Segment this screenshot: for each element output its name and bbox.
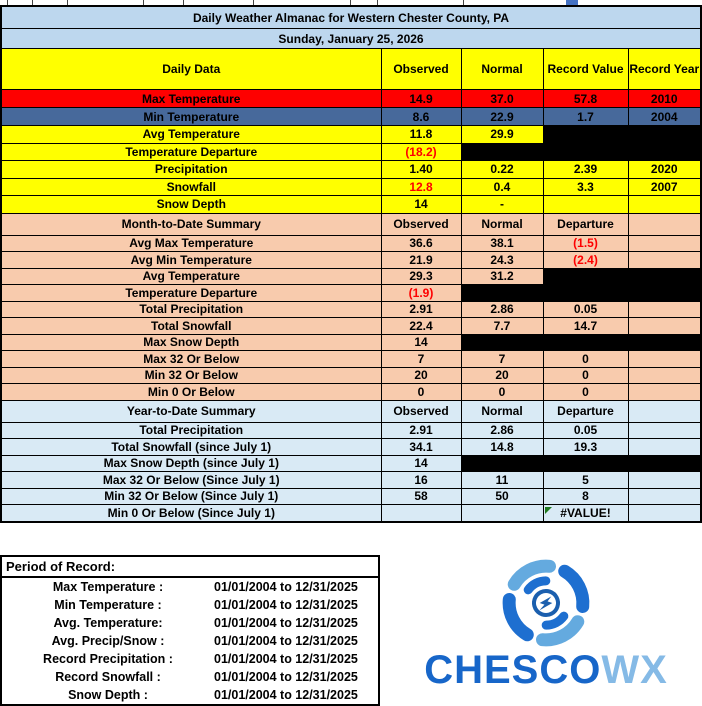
value-cell: 14.9 bbox=[381, 90, 461, 108]
value-cell: (1.5) bbox=[543, 235, 628, 252]
period-row bbox=[2, 578, 378, 596]
value-cell bbox=[628, 505, 701, 522]
table-row bbox=[1, 334, 701, 351]
value-cell: 31.2 bbox=[461, 268, 543, 285]
value-cell: 0.05 bbox=[543, 301, 628, 318]
value-cell bbox=[628, 268, 701, 285]
table-row bbox=[1, 488, 701, 505]
value-cell: 14.7 bbox=[543, 318, 628, 335]
row-label: Min 32 Or Below (Since July 1) bbox=[1, 488, 381, 505]
column-header: Normal bbox=[461, 400, 543, 422]
column-header bbox=[628, 213, 701, 235]
value-cell: 0 bbox=[461, 384, 543, 401]
table-row bbox=[1, 351, 701, 368]
table-row bbox=[1, 178, 701, 196]
value-cell: #VALUE! bbox=[543, 505, 628, 522]
value-cell: 0.4 bbox=[461, 178, 543, 196]
value-cell: 0 bbox=[543, 367, 628, 384]
value-cell: 37.0 bbox=[461, 90, 543, 108]
value-cell bbox=[628, 285, 701, 302]
value-cell bbox=[628, 126, 701, 144]
column-header: Observed bbox=[381, 213, 461, 235]
row-label: Snowfall bbox=[1, 178, 381, 196]
column-border-tick bbox=[183, 0, 184, 5]
table-row bbox=[1, 90, 701, 108]
error-flag-icon bbox=[545, 507, 552, 514]
value-cell: 2.91 bbox=[381, 301, 461, 318]
value-cell bbox=[628, 196, 701, 214]
value-cell: 7 bbox=[381, 351, 461, 368]
column-header: Year-to-Date Summary bbox=[1, 400, 381, 422]
column-border-tick bbox=[32, 0, 33, 5]
table-row bbox=[1, 49, 701, 90]
row-label: Total Snowfall bbox=[1, 318, 381, 335]
period-row-dates: 01/01/2004 to 12/31/2025 bbox=[214, 598, 358, 612]
value-cell: 2020 bbox=[628, 161, 701, 179]
row-label: Total Precipitation bbox=[1, 301, 381, 318]
value-cell: 0.22 bbox=[461, 161, 543, 179]
value-cell: 16 bbox=[381, 472, 461, 489]
column-header: Observed bbox=[381, 49, 461, 90]
value-cell: 22.4 bbox=[381, 318, 461, 335]
table-row bbox=[1, 6, 701, 29]
page-title: Daily Weather Almanac for Western Chester County, PA bbox=[1, 6, 701, 29]
period-of-record-box bbox=[0, 555, 380, 706]
row-label: Max Snow Depth (since July 1) bbox=[1, 455, 381, 472]
cutoff-spreadsheet-row bbox=[0, 0, 702, 5]
period-row bbox=[2, 614, 378, 632]
value-cell: 7 bbox=[461, 351, 543, 368]
column-border-tick bbox=[350, 0, 351, 5]
table-row bbox=[1, 285, 701, 302]
value-cell bbox=[628, 235, 701, 252]
table-row bbox=[1, 400, 701, 422]
table-row bbox=[1, 367, 701, 384]
value-cell: 3.3 bbox=[543, 178, 628, 196]
value-cell: 21.9 bbox=[381, 252, 461, 269]
value-cell bbox=[628, 439, 701, 456]
value-cell: 24.3 bbox=[461, 252, 543, 269]
table-row bbox=[1, 384, 701, 401]
period-of-record-title: Period of Record: bbox=[2, 557, 378, 578]
logo-text-secondary: WX bbox=[601, 648, 668, 692]
value-cell bbox=[628, 472, 701, 489]
table-row bbox=[1, 505, 701, 522]
value-cell: 1.40 bbox=[381, 161, 461, 179]
column-header: Departure bbox=[543, 213, 628, 235]
column-header: Record Year bbox=[628, 49, 701, 90]
value-cell bbox=[628, 488, 701, 505]
table-row bbox=[1, 268, 701, 285]
value-cell: 22.9 bbox=[461, 108, 543, 126]
period-row-dates: 01/01/2004 to 12/31/2025 bbox=[214, 688, 358, 702]
column-header: Record Value bbox=[543, 49, 628, 90]
value-cell: 5 bbox=[543, 472, 628, 489]
value-cell bbox=[628, 143, 701, 161]
table-row bbox=[1, 472, 701, 489]
value-cell: 36.6 bbox=[381, 235, 461, 252]
storm-swirl-icon bbox=[471, 556, 621, 652]
value-cell: 2010 bbox=[628, 90, 701, 108]
row-label: Avg Temperature bbox=[1, 126, 381, 144]
value-cell: 2.86 bbox=[461, 301, 543, 318]
table-row bbox=[1, 143, 701, 161]
value-cell: (2.4) bbox=[543, 252, 628, 269]
table-row bbox=[1, 213, 701, 235]
row-label: Max Snow Depth bbox=[1, 334, 381, 351]
row-label: Snow Depth bbox=[1, 196, 381, 214]
value-cell bbox=[543, 285, 628, 302]
period-row-label: Avg. Precip/Snow : bbox=[51, 634, 165, 648]
column-header: Normal bbox=[461, 213, 543, 235]
column-border-tick bbox=[7, 0, 8, 5]
period-row-label: Record Snowfall : bbox=[55, 670, 161, 684]
weather-almanac-table bbox=[0, 5, 702, 523]
period-row-dates: 01/01/2004 to 12/31/2025 bbox=[214, 616, 358, 630]
row-label: Total Snowfall (since July 1) bbox=[1, 439, 381, 456]
value-cell: 0 bbox=[543, 351, 628, 368]
value-cell bbox=[628, 334, 701, 351]
value-cell bbox=[628, 301, 701, 318]
value-cell: - bbox=[461, 196, 543, 214]
row-label: Temperature Departure bbox=[1, 285, 381, 302]
row-label: Min 0 Or Below bbox=[1, 384, 381, 401]
value-cell bbox=[628, 384, 701, 401]
value-cell: (1.9) bbox=[381, 285, 461, 302]
value-cell: 58 bbox=[381, 488, 461, 505]
table-row bbox=[1, 252, 701, 269]
column-header: Daily Data bbox=[1, 49, 381, 90]
value-cell: 2007 bbox=[628, 178, 701, 196]
period-row-label: Max Temperature : bbox=[52, 580, 164, 594]
row-label: Max 32 Or Below (Since July 1) bbox=[1, 472, 381, 489]
value-cell: 7.7 bbox=[461, 318, 543, 335]
cutoff-cell-fragment bbox=[566, 0, 578, 5]
table-row bbox=[1, 318, 701, 335]
period-row-dates: 01/01/2004 to 12/31/2025 bbox=[214, 670, 358, 684]
period-row-label: Snow Depth : bbox=[68, 688, 148, 702]
value-cell: 14 bbox=[381, 196, 461, 214]
period-row bbox=[2, 632, 378, 650]
period-row bbox=[2, 596, 378, 614]
value-cell bbox=[628, 318, 701, 335]
row-label: Min Temperature bbox=[1, 108, 381, 126]
row-label: Avg Min Temperature bbox=[1, 252, 381, 269]
value-cell: 14 bbox=[381, 334, 461, 351]
table-row bbox=[1, 455, 701, 472]
table-row bbox=[1, 235, 701, 252]
row-label: Precipitation bbox=[1, 161, 381, 179]
value-cell: 2.91 bbox=[381, 422, 461, 439]
column-header: Departure bbox=[543, 400, 628, 422]
column-header bbox=[628, 400, 701, 422]
value-cell bbox=[543, 455, 628, 472]
value-cell: 14.8 bbox=[461, 439, 543, 456]
row-label: Min 32 Or Below bbox=[1, 367, 381, 384]
value-cell: 20 bbox=[381, 367, 461, 384]
period-row bbox=[2, 686, 378, 704]
value-cell: 8.6 bbox=[381, 108, 461, 126]
value-cell bbox=[628, 422, 701, 439]
table-row bbox=[1, 422, 701, 439]
value-cell: 1.7 bbox=[543, 108, 628, 126]
value-cell: 29.9 bbox=[461, 126, 543, 144]
column-header: Month-to-Date Summary bbox=[1, 213, 381, 235]
value-cell: 38.1 bbox=[461, 235, 543, 252]
date-header: Sunday, January 25, 2026 bbox=[1, 29, 701, 49]
period-row-label: Avg. Temperature: bbox=[53, 616, 163, 630]
row-label: Total Precipitation bbox=[1, 422, 381, 439]
column-border-tick bbox=[143, 0, 144, 5]
value-cell: (18.2) bbox=[381, 143, 461, 161]
value-cell: 14 bbox=[381, 455, 461, 472]
table-row bbox=[1, 29, 701, 49]
logo-text-primary: CHESCO bbox=[424, 648, 602, 692]
value-cell bbox=[543, 126, 628, 144]
value-cell bbox=[543, 196, 628, 214]
period-row-dates: 01/01/2004 to 12/31/2025 bbox=[214, 580, 358, 594]
value-cell: 0.05 bbox=[543, 422, 628, 439]
row-label: Temperature Departure bbox=[1, 143, 381, 161]
value-cell: 34.1 bbox=[381, 439, 461, 456]
value-cell bbox=[628, 351, 701, 368]
chescowx-logo bbox=[392, 552, 700, 700]
value-cell bbox=[628, 455, 701, 472]
row-label: Avg Temperature bbox=[1, 268, 381, 285]
value-cell: 0 bbox=[381, 384, 461, 401]
row-label: Max 32 Or Below bbox=[1, 351, 381, 368]
value-cell: 12.8 bbox=[381, 178, 461, 196]
value-cell: 0 bbox=[543, 384, 628, 401]
column-header: Normal bbox=[461, 49, 543, 90]
value-cell: 29.3 bbox=[381, 268, 461, 285]
value-cell: 57.8 bbox=[543, 90, 628, 108]
table-row bbox=[1, 439, 701, 456]
value-cell bbox=[461, 285, 543, 302]
period-row-dates: 01/01/2004 to 12/31/2025 bbox=[214, 652, 358, 666]
value-cell: 2.39 bbox=[543, 161, 628, 179]
row-label: Avg Max Temperature bbox=[1, 235, 381, 252]
value-cell bbox=[461, 455, 543, 472]
value-cell bbox=[461, 334, 543, 351]
column-border-tick bbox=[377, 0, 378, 5]
row-label: Min 0 Or Below (Since July 1) bbox=[1, 505, 381, 522]
value-cell bbox=[628, 252, 701, 269]
value-cell bbox=[543, 334, 628, 351]
value-cell: 8 bbox=[543, 488, 628, 505]
period-row-label: Record Precipitation : bbox=[43, 652, 173, 666]
period-row-dates: 01/01/2004 to 12/31/2025 bbox=[214, 634, 358, 648]
value-cell bbox=[543, 143, 628, 161]
column-border-tick bbox=[67, 0, 68, 5]
column-border-tick bbox=[463, 0, 464, 5]
value-cell: 11 bbox=[461, 472, 543, 489]
period-row bbox=[2, 668, 378, 686]
value-cell bbox=[381, 505, 461, 522]
column-header: Observed bbox=[381, 400, 461, 422]
column-border-tick bbox=[253, 0, 254, 5]
value-cell bbox=[461, 143, 543, 161]
value-cell bbox=[543, 268, 628, 285]
table-row bbox=[1, 108, 701, 126]
value-cell: 2.86 bbox=[461, 422, 543, 439]
value-cell: 11.8 bbox=[381, 126, 461, 144]
value-cell: 50 bbox=[461, 488, 543, 505]
value-cell bbox=[461, 505, 543, 522]
period-row-label: Min Temperature : bbox=[54, 598, 162, 612]
table-row bbox=[1, 126, 701, 144]
value-cell: 19.3 bbox=[543, 439, 628, 456]
table-row bbox=[1, 301, 701, 318]
period-row bbox=[2, 650, 378, 668]
table-row bbox=[1, 196, 701, 214]
value-cell: 20 bbox=[461, 367, 543, 384]
value-cell: 2004 bbox=[628, 108, 701, 126]
value-cell bbox=[628, 367, 701, 384]
logo-wordmark bbox=[392, 650, 700, 690]
row-label: Max Temperature bbox=[1, 90, 381, 108]
table-row bbox=[1, 161, 701, 179]
